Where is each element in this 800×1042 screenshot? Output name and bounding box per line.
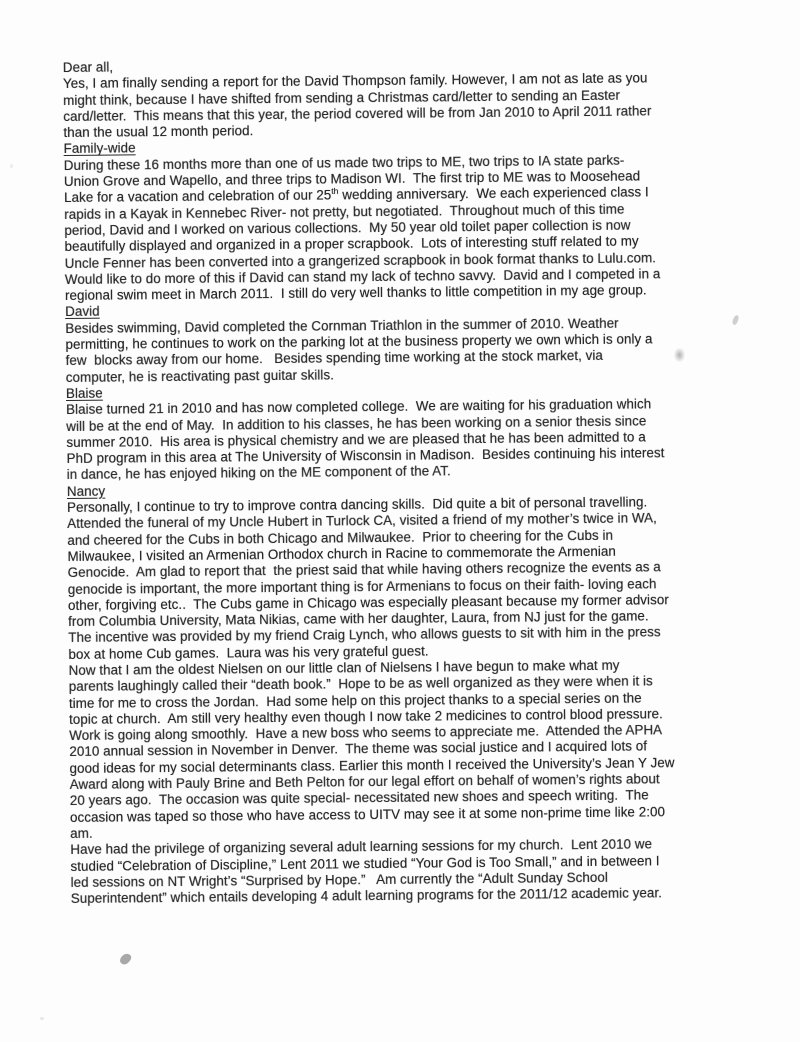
letter-line: Genocide. Am glad to report that the priest said that while having others recognize the events as a	[67, 559, 661, 581]
letter-line: genocide is important, the more important thing is for Armenians to focus on their faith- loving each	[67, 575, 657, 597]
letter-line: rapids in a Kayak in Kennebec River- not pretty, but negotiated. Throughout much of this time	[64, 201, 625, 222]
letter-line: Now that I am the oldest Nielsen on our little clan of Nielsens I have begun to make what my	[68, 657, 620, 678]
section-heading-david: David	[65, 304, 100, 320]
letter-line: might think, because I have shifted from sending a Christmas card/letter to sending an Easter	[63, 87, 621, 108]
letter-line: 20 years ago. The occasion was quite special- necessitated new shoes and speech writing. The	[69, 787, 649, 809]
letter-line: Union Grove and Wapello, and three trips to Madison WI. The first trip to ME was to Moosehead	[63, 168, 641, 190]
letter-line: Award along with Pauly Brine and Beth Pelton for our legal effort on behalf of women’s rights about	[69, 771, 660, 793]
letter-line: studied “Celebration of Discipline,” Lent 2011 we studied “Your God is Too Small,” and in between I	[70, 852, 660, 874]
section-heading-nancy: Nancy	[66, 483, 106, 499]
scan-speck	[10, 164, 13, 168]
letter-line: topic at church. Am still very healthy even though I now take 2 medicines to control blood pressure.	[69, 706, 663, 727]
letter-line: Blaise turned 21 in 2010 and has now completed college. We are waiting for his graduation which	[66, 396, 652, 418]
letter-line: Have had the privilege of organizing several adult learning sessions for my church. Lent 2010 we	[70, 836, 653, 858]
letter-line: Uncle Fenner has been converted into a grangerized scrapbook in book format thanks to Lulu.com.	[64, 249, 657, 271]
letter-line: 2010 annual session in November in Denver. The theme was social justice and I acquired lots of	[69, 738, 648, 760]
letter-line: occasion was taped so those who have access to UITV may see it at some non-prime time like 2:00	[69, 803, 666, 825]
letter-line: Attended the funeral of my Uncle Hubert in Turlock CA, visited a friend of my mother’s twice in WA,	[67, 510, 657, 532]
letter-line: will be at the end of May. In addition to his classes, he has been working on a senior thesis since	[66, 412, 647, 434]
letter-line: led sessions on NT Wright’s “Surprised by Hope.” Am currently the “Adult Sunday School	[70, 869, 608, 890]
letter-line: other, forgiving etc.. The Cubs game in Chicago was especially pleasant because my former advisor	[67, 592, 669, 613]
letter-line: beautifully displayed and organized in a proper scrapbook. Lots of interesting stuff related to my	[64, 233, 639, 255]
letter-line: few blocks away from our home. Besides spending time working at the stock market, via	[65, 348, 603, 369]
letter-line: Lake for a vacation and celebration of our 25th wedding anniversary. We each experienced class I	[64, 184, 649, 206]
letter-line: in dance, he has enjoyed hiking on the ME component of the AT.	[66, 463, 451, 483]
letter-line: computer, he is reactivating past guitar skills.	[65, 367, 334, 385]
section-heading-family-wide: Family-wide	[63, 140, 136, 157]
letter-line: Work is going along smoothly. Have a new boss who seems to appreciate me. Attended the APHA	[69, 722, 663, 744]
letter-line: box at home Cub games. Laura was his very grateful guest.	[68, 643, 429, 662]
letter-line: period, David and I worked on various collections. My 50 year old toilet paper collection is now	[64, 217, 631, 238]
letter-line: Milwaukee, I visited an Armenian Orthodox church in Racine to commemorate the Armenian	[67, 543, 616, 564]
letter-line: and cheered for the Cubs in both Chicago and Milwaukee. Prior to cheering for the Cubs in	[67, 527, 614, 548]
section-heading-blaise: Blaise	[65, 385, 103, 401]
scan-speck	[118, 952, 132, 967]
letter-line: Superintendent” which entails developing 4 adult learning programs for the 2011/12 academic year.	[70, 885, 663, 907]
letter-line: summer 2010. His area is physical chemistry and we are pleased that he has been admitted to a	[66, 429, 646, 450]
letter-line: from Columbia University, Mata Nikias, came with her daughter, Laura, from NJ just for the game.	[68, 608, 649, 630]
letter-line: Besides swimming, David completed the Cornman Triathlon in the summer of 2010. Weather	[65, 315, 619, 336]
ordinal-superscript: th	[331, 186, 339, 197]
letter-line: time for me to cross the Jordan. Had some help on this project thanks to a special series on the	[68, 690, 642, 711]
letter-line: During these 16 months more than one of us made two trips to ME, two trips to IA state parks-	[63, 152, 625, 173]
letter-line: regional swim meet in March 2011. I still do very well thanks to little competition in my age group.	[64, 282, 647, 304]
letter-line: good ideas for my social determinants class. Earlier this month I received the University’s Jean Y Jew	[69, 754, 675, 776]
scan-speck	[40, 1017, 44, 1020]
letter-line: than the usual 12 month period.	[63, 123, 254, 141]
letter-line: parents laughingly called their “death book.” Hope to be as well organized as they were when it is	[68, 673, 653, 695]
letter-line: Would like to do more of this if David can stand my lack of techno savvy. David and I competed in a	[64, 266, 661, 287]
letter-line: am.	[70, 825, 93, 841]
letter-line: card/letter. This means that this year, the period covered will be from Jan 2010 to April 2011 rather	[63, 103, 652, 124]
letter-line: Yes, I am finally sending a report for the David Thompson family. However, I am not as late as you	[62, 70, 648, 92]
letter-line: permitting, he continues to work on the parking lot at the business property we own which is only a	[65, 331, 653, 353]
letter-line: Dear all,	[62, 59, 114, 76]
letter-line: PhD program in this area at The University of Wisconsin in Madison. Besides continuing his interest	[66, 445, 665, 467]
letter-text	[63, 53, 771, 907]
letter-line: The incentive was provided by my friend Craig Lynch, who allows guests to sit with him in the press	[68, 624, 661, 646]
letter-line: Personally, I continue to try to improve contra dancing skills. Did quite a bit of personal travelling.	[66, 494, 648, 516]
